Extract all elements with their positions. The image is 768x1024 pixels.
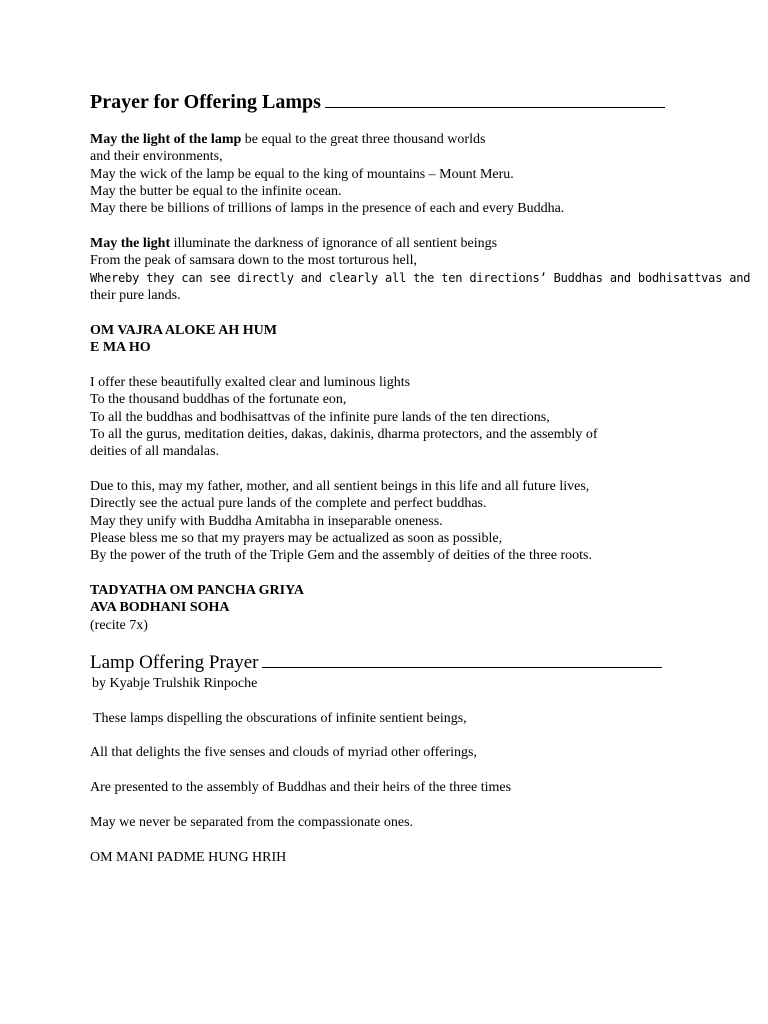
- line-rest: illuminate the darkness of ignorance of all sentient beings: [170, 236, 498, 251]
- bold-lead: May the light of the lamp: [90, 132, 242, 147]
- paragraph-line: and their environments,: [90, 149, 223, 165]
- paragraph-line: To all the buddhas and bodhisattvas of the infinite pure lands of the ten directions,: [90, 409, 550, 425]
- paragraph-line: Directly see the actual pure lands of the complete and perfect buddhas.: [90, 496, 487, 512]
- mantra-tadyatha: [90, 582, 304, 634]
- paragraph-line: To all the gurus, meditation deities, dakas, dakinis, dharma protectors, and the assembly of: [90, 426, 598, 442]
- paragraph-lamp-light: [90, 131, 564, 217]
- mantra-text: AVA BODHANI SOHA: [90, 600, 230, 616]
- paragraph-line: [90, 131, 564, 148]
- verse-line: Are presented to the assembly of Buddhas and their heirs of the three times: [90, 780, 512, 795]
- paragraph-line: From the peak of samsara down to the most torturous hell,: [90, 253, 417, 269]
- paragraph-line: May the butter be equal to the infinite ocean.: [90, 183, 342, 199]
- paragraph-line: their pure lands.: [90, 287, 181, 303]
- paragraph-line: Please bless me so that my prayers may be actualized as soon as possible,: [90, 530, 503, 546]
- paragraph-line: To the thousand buddhas of the fortunate eon,: [90, 392, 347, 408]
- mantra-text: OM VAJRA ALOKE AH HUM: [90, 323, 277, 338]
- verse-line: These lamps dispelling the obscurations of infinite sentient beings,: [93, 711, 467, 726]
- section-title-lamp-offering-prayer: [90, 651, 662, 675]
- mantra-line: [90, 322, 277, 339]
- bold-lead: May the light: [90, 236, 171, 251]
- paragraph-line: May the wick of the lamp be equal to the king of mountains – Mount Meru.: [90, 166, 514, 182]
- paragraph-line: Due to this, may my father, mother, and all sentient beings in this life and all future lives,: [90, 479, 590, 494]
- paragraph-line: I offer these beautifully exalted clear and luminous lights: [90, 375, 411, 390]
- paragraph-line: By the power of the truth of the Triple Gem and the assembly of deities of the three roots.: [90, 548, 592, 564]
- title-rule: [262, 666, 662, 668]
- verse-line: All that delights the five senses and clouds of myriad other offerings,: [90, 745, 477, 760]
- author-byline: by Kyabje Trulshik Rinpoche: [92, 676, 258, 691]
- mantra-vajra-aloke: [90, 322, 277, 357]
- paragraph-illuminate: [90, 235, 750, 304]
- recite-note: (recite 7x): [90, 617, 148, 633]
- mantra-line: [90, 599, 304, 616]
- mantra-line: [90, 339, 277, 356]
- section-title-prayer-for-offering-lamps: [90, 89, 665, 115]
- paragraph-line: [90, 235, 750, 252]
- verse-line: May we never be separated from the compassionate ones.: [90, 815, 414, 830]
- mantra-text: E MA HO: [90, 340, 151, 356]
- section-title-text: Lamp Offering Prayer: [90, 652, 259, 673]
- paragraph-line: deities of all mandalas.: [90, 444, 220, 460]
- paragraph-line: May there be billions of trillions of lamps in the presence of each and every Buddha.: [90, 201, 565, 217]
- paragraph-line: Whereby they can see directly and clearly all the ten directions’ Buddhas and bodhisattvas and: [90, 270, 751, 285]
- paragraph-offer-lights: [90, 374, 598, 460]
- section-title-text: Prayer for Offering Lamps: [90, 91, 321, 113]
- mantra-text: TADYATHA OM PANCHA GRIYA: [90, 583, 305, 598]
- title-rule: [325, 106, 665, 108]
- line-rest: be equal to the great three thousand worlds: [241, 132, 486, 147]
- paragraph-line: May they unify with Buddha Amitabha in inseparable oneness.: [90, 513, 443, 529]
- paragraph-dedication: [90, 478, 592, 564]
- closing-mantra: OM MANI PADME HUNG HRIH: [90, 850, 287, 865]
- mantra-line: [90, 582, 304, 599]
